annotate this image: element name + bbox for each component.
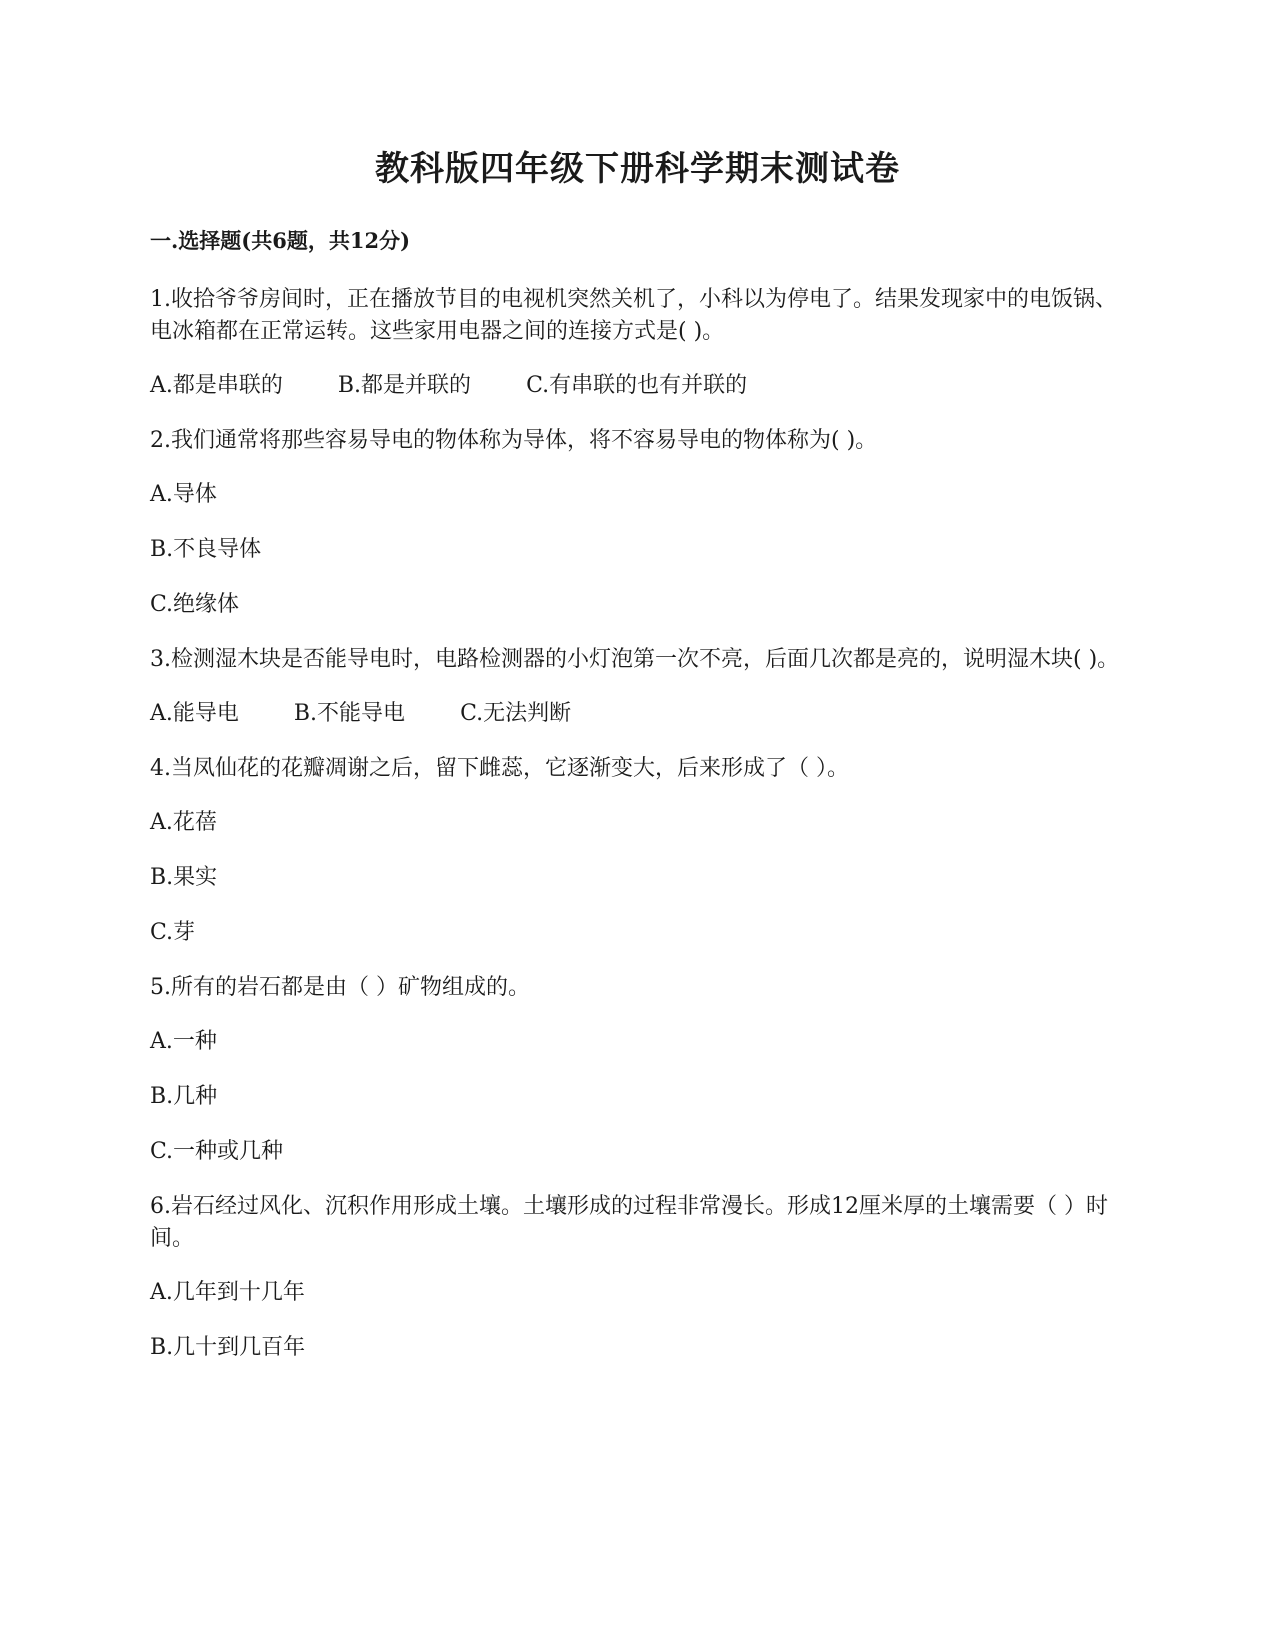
- option-c: C.绝缘体: [150, 592, 240, 617]
- option-a: A.几年到十几年: [150, 1280, 305, 1305]
- option-a: A.花蓓: [150, 810, 217, 835]
- question-1-options: [150, 370, 1125, 402]
- exam-page: [150, 148, 1125, 1387]
- option-b: B.几种: [150, 1084, 218, 1109]
- question-2: 2.我们通常将那些容易导电的物体称为导体，将不容易导电的物体称为( )。: [150, 428, 878, 453]
- option-b: B.几十到几百年: [150, 1335, 306, 1360]
- option-b: B.果实: [150, 865, 218, 890]
- question-5: 5.所有的岩石都是由（ ）矿物组成的。: [150, 975, 530, 1000]
- option-c: C.芽: [150, 920, 196, 945]
- section-heading: 一.选择题(共6题，共12分): [150, 228, 411, 253]
- option-b: B.都是并联的: [337, 373, 472, 398]
- option-a: A.导体: [150, 482, 217, 507]
- option-a: A.能导电: [150, 701, 239, 726]
- option-c: C.一种或几种: [150, 1139, 284, 1164]
- option-c: C.无法判断: [460, 701, 572, 726]
- page-title: 教科版四年级下册科学期末测试卷: [375, 149, 900, 189]
- option-a: A.一种: [150, 1029, 217, 1054]
- question-3: 3.检测湿木块是否能导电时，电路检测器的小灯泡第一次不亮，后面几次都是亮的，说明湿木块( )。: [150, 647, 1120, 672]
- question-3-options: [150, 698, 1125, 730]
- option-c: C.有串联的也有并联的: [526, 373, 748, 398]
- question-4: 4.当凤仙花的花瓣凋谢之后，留下雌蕊，它逐渐变大，后来形成了（ ）。: [150, 756, 849, 781]
- question-6: 6.岩石经过风化、沉积作用形成土壤。土壤形成的过程非常漫长。形成12厘米厚的土壤需要（ ）时间。: [150, 1194, 1108, 1251]
- option-b: B.不能导电: [293, 701, 406, 726]
- option-b: B.不良导体: [150, 537, 262, 562]
- question-1: 1.收拾爷爷房间时，正在播放节目的电视机突然关机了，小科以为停电了。结果发现家中的电饭锅、电冰箱都在正常运转。这些家用电器之间的连接方式是( )。: [150, 287, 1117, 344]
- option-a: A.都是串联的: [150, 373, 283, 398]
